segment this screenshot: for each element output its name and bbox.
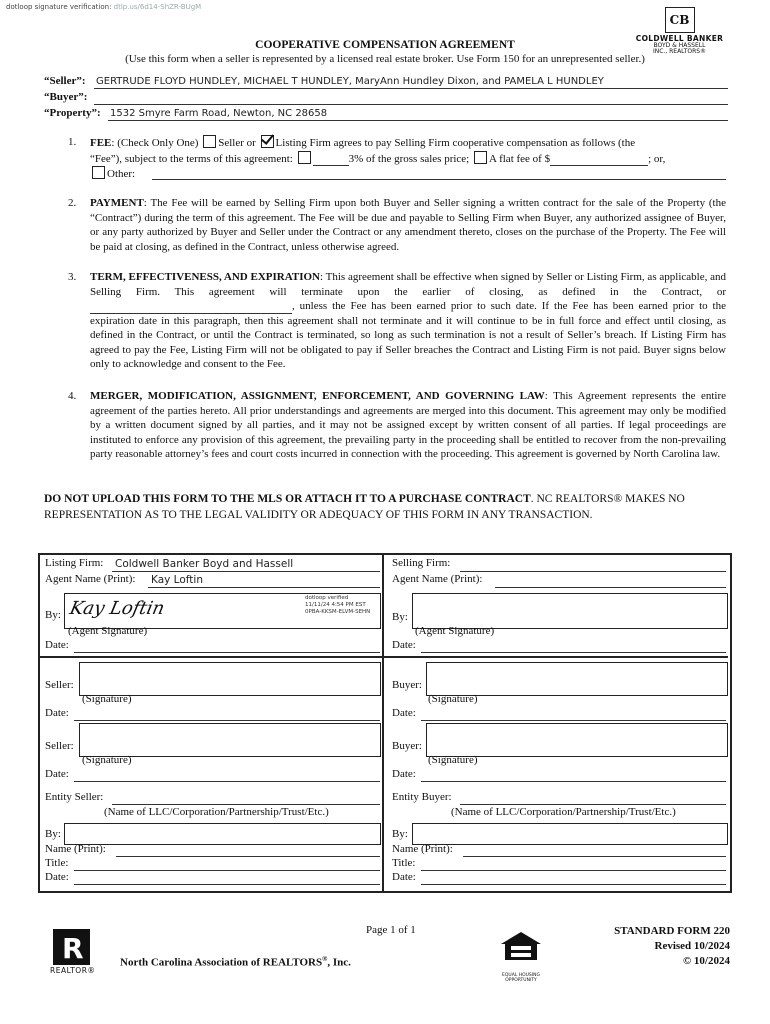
association-suffix: , Inc. <box>327 956 351 969</box>
term-text-a: : This agreement shall be effective when signed by Seller or Listing Firm, as applicable, and Selling Firm. This agreement will terminate upon the earlier of closing, as defined in the Contract, or <box>90 271 726 298</box>
selling-by-label: By: <box>392 611 408 623</box>
entity-buyer-signature-box[interactable] <box>412 823 728 845</box>
selling-agent-caption: (Agent Signature) <box>415 625 495 637</box>
entity-buyer-date-field[interactable] <box>421 884 726 885</box>
entity-buyer-caption: (Name of LLC/Corporation/Partnership/Trust/Etc.) <box>451 806 676 818</box>
section-fee <box>68 135 726 181</box>
section-merger <box>68 389 726 477</box>
payment-number: 2. <box>68 197 77 209</box>
entity-buyer-date-label: Date: <box>392 871 416 883</box>
realtor-logo-icon <box>53 929 90 965</box>
buyer1-signature-box[interactable] <box>426 662 728 696</box>
association-reg: ® <box>322 955 328 963</box>
entity-seller-name-label: Name (Print): <box>45 843 106 855</box>
buyer2-date-label: Date: <box>392 768 416 780</box>
entity-seller-by-label: By: <box>45 828 61 840</box>
listing-date-label: Date: <box>45 639 69 651</box>
entity-buyer-name-label: Name (Print): <box>392 843 453 855</box>
selling-date-label: Date: <box>392 639 416 651</box>
listing-firm-label: Listing Firm: <box>45 557 104 569</box>
logo-line3: INC., REALTORS® <box>652 48 707 55</box>
seller1-date-label: Date: <box>45 707 69 719</box>
stamp-line1: dotloop verified <box>305 595 349 601</box>
realtor-mark: R <box>62 932 84 965</box>
entity-seller-caption: (Name of LLC/Corporation/Partnership/Trust/Etc.) <box>104 806 329 818</box>
percent-fee-label: 3% of the gross sales price; <box>348 152 470 165</box>
seller-pays-label: Seller or <box>218 137 256 149</box>
percent-fee-checkbox[interactable] <box>298 151 311 164</box>
merger-text: : This Agreement represents the entire agreement of the parties hereto. All prior understandings and agreements are merged into this document. This agreement may only be modified by a written document signed by all parties, and it may not be assigned except by written consent of all parties. If legal proceedings are instituted to enforce any provision of this agreement, the prevailing party in the proceeding shall be entitled to recover from the non-prevailing party reasonable attorney’s fees and court costs incurred in connection with the proceeding. This agreement is governed by North Carolina law. <box>90 390 726 460</box>
entity-buyer-by-label: By: <box>392 828 408 840</box>
selling-agent-name-field[interactable] <box>495 587 726 588</box>
selling-agent-name-label: Agent Name (Print): <box>392 573 483 585</box>
agent-name-field[interactable]: Kay Loftin <box>151 574 203 586</box>
seller1-signature-box[interactable] <box>79 662 381 696</box>
association-text: North Carolina Association of REALTORS <box>120 956 323 969</box>
association-name <box>120 955 351 969</box>
form-subtitle: (Use this form when a seller is represented by a licensed real estate broker. Use Form 150 for an unrepresented seller.) <box>125 53 645 65</box>
selling-firm-label: Selling Firm: <box>392 557 451 569</box>
equal-housing-icon <box>497 930 545 983</box>
or-label: ; or, <box>648 152 666 165</box>
entity-seller-field[interactable] <box>112 804 380 805</box>
dotloop-verification <box>6 3 201 11</box>
listing-firm-pays-checkbox[interactable] <box>261 135 274 148</box>
agent-signature-caption: (Agent Signature) <box>68 625 148 637</box>
expiration-date-field[interactable] <box>90 301 292 314</box>
cb-logo-icon: CB <box>665 7 695 33</box>
realtor-word: REALTOR® <box>50 966 96 975</box>
buyer2-label: Buyer: <box>392 740 422 752</box>
entity-seller-date-field[interactable] <box>74 884 380 885</box>
property-line <box>44 107 728 119</box>
fee-line2: “Fee”), subject to the terms of this agreement: <box>90 152 293 165</box>
other-fee-checkbox[interactable] <box>92 166 105 179</box>
table-divider <box>382 553 384 893</box>
seller2-date-label: Date: <box>45 768 69 780</box>
buyer-label: “Buyer”: <box>44 91 88 103</box>
dotloop-url[interactable]: dtlp.us/6d14-ShZR-BUgM <box>113 3 202 11</box>
section-term <box>68 270 726 374</box>
seller1-caption: (Signature) <box>82 693 132 705</box>
eho-text: EQUAL HOUSING OPPORTUNITY <box>502 973 540 983</box>
buyer1-date-label: Date: <box>392 707 416 719</box>
form-number: STANDARD FORM 220 <box>614 925 730 937</box>
term-text-b: , unless the Fee has been earned prior to such date. If the Fee has been earned prior to the expiration date in this paragraph, then this agreement shall not terminate and it will continue to be in full force and effect until closing, as defined in the Contract, or until the Contract is terminated, so long as such termination is not a result of Seller’s breach. If Listing Firm has agreed to pay the Fee, Listing Firm will not be obligated to pay if Seller breaches the Contract and Listing Firm is not paid. Buyer signs below only to acknowledge and consent to the Fee. <box>90 300 726 370</box>
stamp-line3: 0PBA-KKSM-ELVM-SEHN <box>305 609 371 615</box>
mls-warning <box>44 491 728 523</box>
property-label: “Property”: <box>44 107 101 119</box>
selling-agent-signature-box[interactable] <box>412 593 728 629</box>
page-number: Page 1 of 1 <box>366 924 416 936</box>
entity-seller-name-field[interactable] <box>116 856 380 857</box>
fee-number: 1. <box>68 136 77 148</box>
seller-label: “Seller”: <box>44 75 86 87</box>
merger-number: 4. <box>68 390 77 402</box>
payment-heading: PAYMENT <box>90 197 144 209</box>
entity-buyer-name-field[interactable] <box>463 856 726 857</box>
other-fee-field[interactable] <box>152 166 726 180</box>
payment-text: : The Fee will be earned by Selling Firm upon both Buyer and Seller signing a written contract for the sale of the Property (the “Contract”) during the term of this agreement. The Fee will be due and payable to Selling Firm when Buyer, any authorized assignee of Buyer, or any party authorized by Buyer and Seller under the Contract or any amendment thereto, closes on the purchase of the Property. The Fee will be paid at closing, as defined in the Contract, unless otherwise agreed. <box>90 197 726 253</box>
form-revised: Revised 10/2024 <box>654 940 730 952</box>
entity-seller-title-field[interactable] <box>74 870 380 871</box>
entity-seller-date-label: Date: <box>45 871 69 883</box>
seller-field[interactable]: GERTRUDE FLOYD HUNDLEY, MICHAEL T HUNDLEY, MaryAnn Hundley Dixon, and PAMELA L HUNDLEY <box>96 76 604 87</box>
term-number: 3. <box>68 271 77 283</box>
entity-buyer-label: Entity Buyer: <box>392 791 452 803</box>
seller2-caption: (Signature) <box>82 754 132 766</box>
listing-firm-field[interactable]: Coldwell Banker Boyd and Hassell <box>115 558 294 570</box>
entity-seller-signature-box[interactable] <box>64 823 381 845</box>
warning-rest: . NC REALTORS® MAKES NO REPRESENTATION AS TO THE LEGAL VALIDITY OR ADEQUACY OF THIS FORM IN ANY TRANSACTION. <box>44 493 685 521</box>
logo-line1: COLDWELL BANKER <box>635 34 724 43</box>
form-info <box>590 924 730 969</box>
entity-buyer-title-label: Title: <box>392 857 416 869</box>
buyer1-label: Buyer: <box>392 679 422 691</box>
flat-fee-checkbox[interactable] <box>474 151 487 164</box>
fee-heading: FEE <box>90 137 112 149</box>
entity-seller-label: Entity Seller: <box>45 791 104 803</box>
listing-firm-pays-label: Listing Firm agrees to pay Selling Firm cooperative compensation as follows (the <box>275 137 636 149</box>
logo-line2: BOYD & HASSELL <box>653 42 706 49</box>
stamp-line2: 11/11/24 4:54 PM EST <box>305 602 366 608</box>
fee-text: : (Check Only One) <box>111 137 199 149</box>
entity-seller-title-label: Title: <box>45 857 69 869</box>
form-copyright: © 10/2024 <box>682 955 730 967</box>
seller2-signature-box[interactable] <box>79 723 381 757</box>
dotloop-stamp <box>305 595 370 616</box>
listing-by-label: By: <box>45 609 61 621</box>
buyer-line <box>44 91 728 103</box>
agent-name-label: Agent Name (Print): <box>45 573 136 585</box>
dotloop-label: dotloop signature verification: <box>6 3 112 11</box>
other-fee-label: Other: <box>107 168 136 180</box>
entity-buyer-title-field[interactable] <box>421 870 726 871</box>
flat-fee-label: A flat fee of $ <box>489 152 551 165</box>
seller-line <box>44 75 728 87</box>
selling-firm-field[interactable] <box>460 571 726 572</box>
seller1-label: Seller: <box>45 679 74 691</box>
form-title: COOPERATIVE COMPENSATION AGREEMENT <box>255 39 515 51</box>
property-field[interactable]: 1532 Smyre Farm Road, Newton, NC 28658 <box>110 108 328 119</box>
buyer2-caption: (Signature) <box>428 754 478 766</box>
buyer1-caption: (Signature) <box>428 693 478 705</box>
seller-pays-checkbox[interactable] <box>203 135 216 148</box>
section-payment <box>68 196 726 256</box>
term-heading: TERM, EFFECTIVENESS, AND EXPIRATION <box>90 271 320 283</box>
buyer2-signature-box[interactable] <box>426 723 728 757</box>
entity-buyer-field[interactable] <box>460 804 726 805</box>
seller2-label: Seller: <box>45 740 74 752</box>
agent-signature: Kay Loftin <box>67 598 167 619</box>
merger-heading: MERGER, MODIFICATION, ASSIGNMENT, ENFORCEMENT, AND GOVERNING LAW <box>90 390 545 402</box>
warning-bold: DO NOT UPLOAD THIS FORM TO THE MLS OR ATTACH IT TO A PURCHASE CONTRACT <box>44 493 531 505</box>
